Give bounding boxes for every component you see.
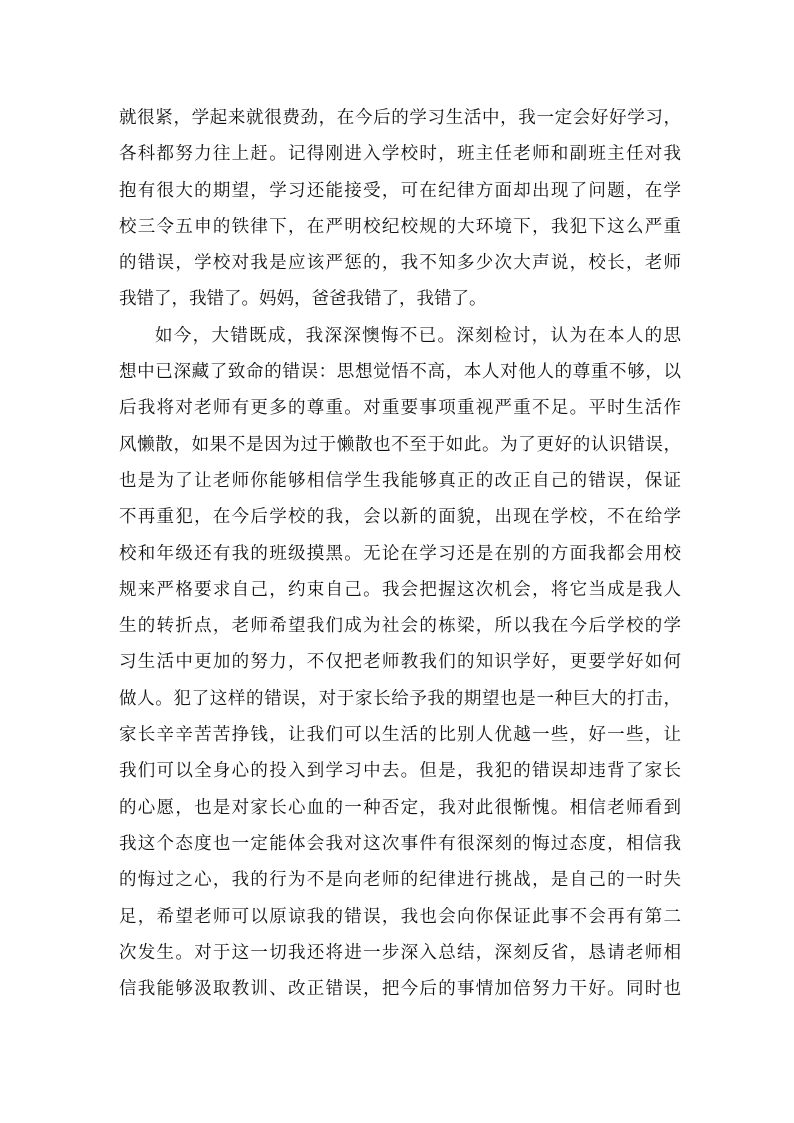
text-line: 规来严格要求自己，约束自己。我会把握这次机会，将它当成是我人 bbox=[119, 579, 681, 600]
text-line: 想中已深藏了致命的错误：思想觉悟不高，本人对他人的尊重不够，以 bbox=[119, 362, 681, 383]
text-line: 就很紧，学起来就很费劲，在今后的学习生活中，我一定会好好学习， bbox=[119, 108, 681, 128]
text-line: 后我将对老师有更多的尊重。对重要事项重视严重不足。平时生活作 bbox=[119, 398, 681, 419]
text-line: 我这个态度也一定能体会我对这次事件有很深刻的悔过态度，相信我 bbox=[119, 833, 681, 854]
text-line: 生的转折点，老师希望我们成为社会的栋梁，所以我在今后学校的学 bbox=[119, 616, 681, 637]
text-line: 校三令五申的铁律下，在严明校纪校规的大环境下，我犯下这么严重 bbox=[119, 216, 681, 237]
text-line: 习生活中更加的努力，不仅把老师教我们的知识学好，更要学好如何 bbox=[119, 652, 681, 673]
text-line: 家长辛辛苦苦挣钱，让我们可以生活的比别人优越一些，好一些，让 bbox=[119, 725, 681, 746]
text-line: 也是为了让老师你能够相信学生我能够真正的改正自己的错误，保证 bbox=[119, 470, 681, 491]
text-line: 信我能够汲取教训、改正错误，把今后的事情加倍努力干好。同时也 bbox=[119, 979, 681, 1000]
text-line: 的心愿，也是对家长心血的一种否定，我对此很惭愧。相信老师看到 bbox=[119, 797, 681, 818]
text-line: 做人。犯了这样的错误，对于家长给予我的期望也是一种巨大的打击， bbox=[119, 688, 681, 709]
text-line: 我们可以全身心的投入到学习中去。但是，我犯的错误却违背了家长 bbox=[119, 761, 681, 782]
text-line: 风懒散，如果不是因为过于懒散也不至于如此。为了更好的认识错误， bbox=[119, 434, 681, 455]
document-body bbox=[119, 100, 681, 1007]
text-line: 足，希望老师可以原谅我的错误，我也会向你保证此事不会再有第二 bbox=[119, 906, 681, 927]
text-line: 校和年级还有我的班级摸黑。无论在学习还是在别的方面我都会用校 bbox=[119, 543, 681, 564]
text-line: 的错误，学校对我是应该严惩的，我不知多少次大声说，校长，老师 bbox=[119, 253, 681, 274]
text-line: 次发生。对于这一切我还将进一步深入总结，深刻反省，恳请老师相 bbox=[119, 942, 681, 963]
paragraph-first-line: 如今，大错既成，我深深懊悔不已。深刻检讨，认为在本人的思 bbox=[155, 325, 681, 346]
text-line: 各科都努力往上赶。记得刚进入学校时，班主任老师和副班主任对我 bbox=[119, 144, 681, 165]
paragraph-end-line: 我错了，我错了。妈妈，爸爸我错了，我错了。 bbox=[119, 289, 487, 310]
text-line: 抱有很大的期望，学习还能接受，可在纪律方面却出现了问题，在学 bbox=[119, 180, 681, 201]
text-line: 的悔过之心，我的行为不是向老师的纪律进行挑战，是自己的一时失 bbox=[119, 870, 681, 891]
text-line: 不再重犯，在今后学校的我，会以新的面貌，出现在学校，不在给学 bbox=[119, 507, 681, 528]
